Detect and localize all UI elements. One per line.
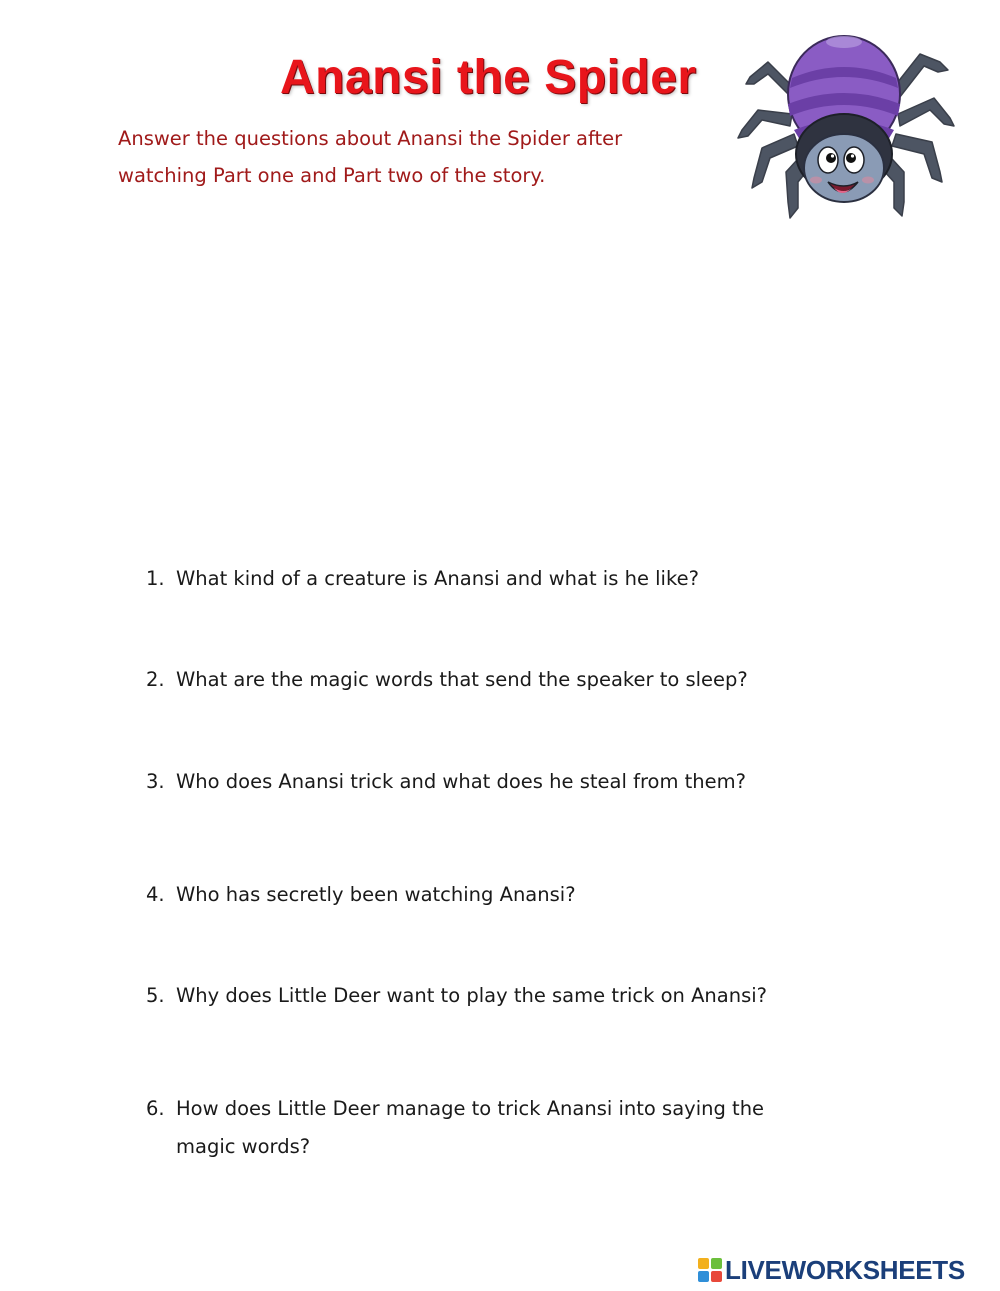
question-item: [146, 876, 846, 914]
instructions-line-2: watching Part one and Part two of the story.: [118, 164, 546, 187]
liveworksheets-logo-icon: [697, 1257, 723, 1283]
liveworksheets-brand[interactable]: [697, 1254, 965, 1286]
question-number: 6.: [146, 1097, 165, 1120]
question-number: 1.: [146, 567, 165, 590]
question-item: [146, 661, 846, 699]
question-item: [146, 560, 846, 598]
question-text-continued: magic words?: [176, 1135, 311, 1158]
question-text: Why does Little Deer want to play the same trick on Anansi?: [176, 984, 768, 1007]
instructions-line-1: Answer the questions about Anansi the Spider after: [118, 127, 623, 150]
question-number: 3.: [146, 770, 165, 793]
question-item: [146, 1090, 846, 1166]
brand-name: LIVEWORKSHEETS: [725, 1254, 965, 1285]
question-text: What are the magic words that send the speaker to sleep?: [176, 668, 748, 691]
question-text: What kind of a creature is Anansi and what is he like?: [176, 567, 699, 590]
question-item: [146, 763, 846, 801]
question-text: Who has secretly been watching Anansi?: [176, 883, 576, 906]
question-number: 4.: [146, 883, 165, 906]
question-number: 2.: [146, 668, 165, 691]
question-item: [146, 977, 846, 1015]
question-number: 5.: [146, 984, 165, 1007]
question-text: Who does Anansi trick and what does he steal from them?: [176, 770, 747, 793]
page-title: Anansi the Spider: [280, 51, 697, 104]
question-text: How does Little Deer manage to trick Anansi into saying the: [176, 1097, 765, 1120]
